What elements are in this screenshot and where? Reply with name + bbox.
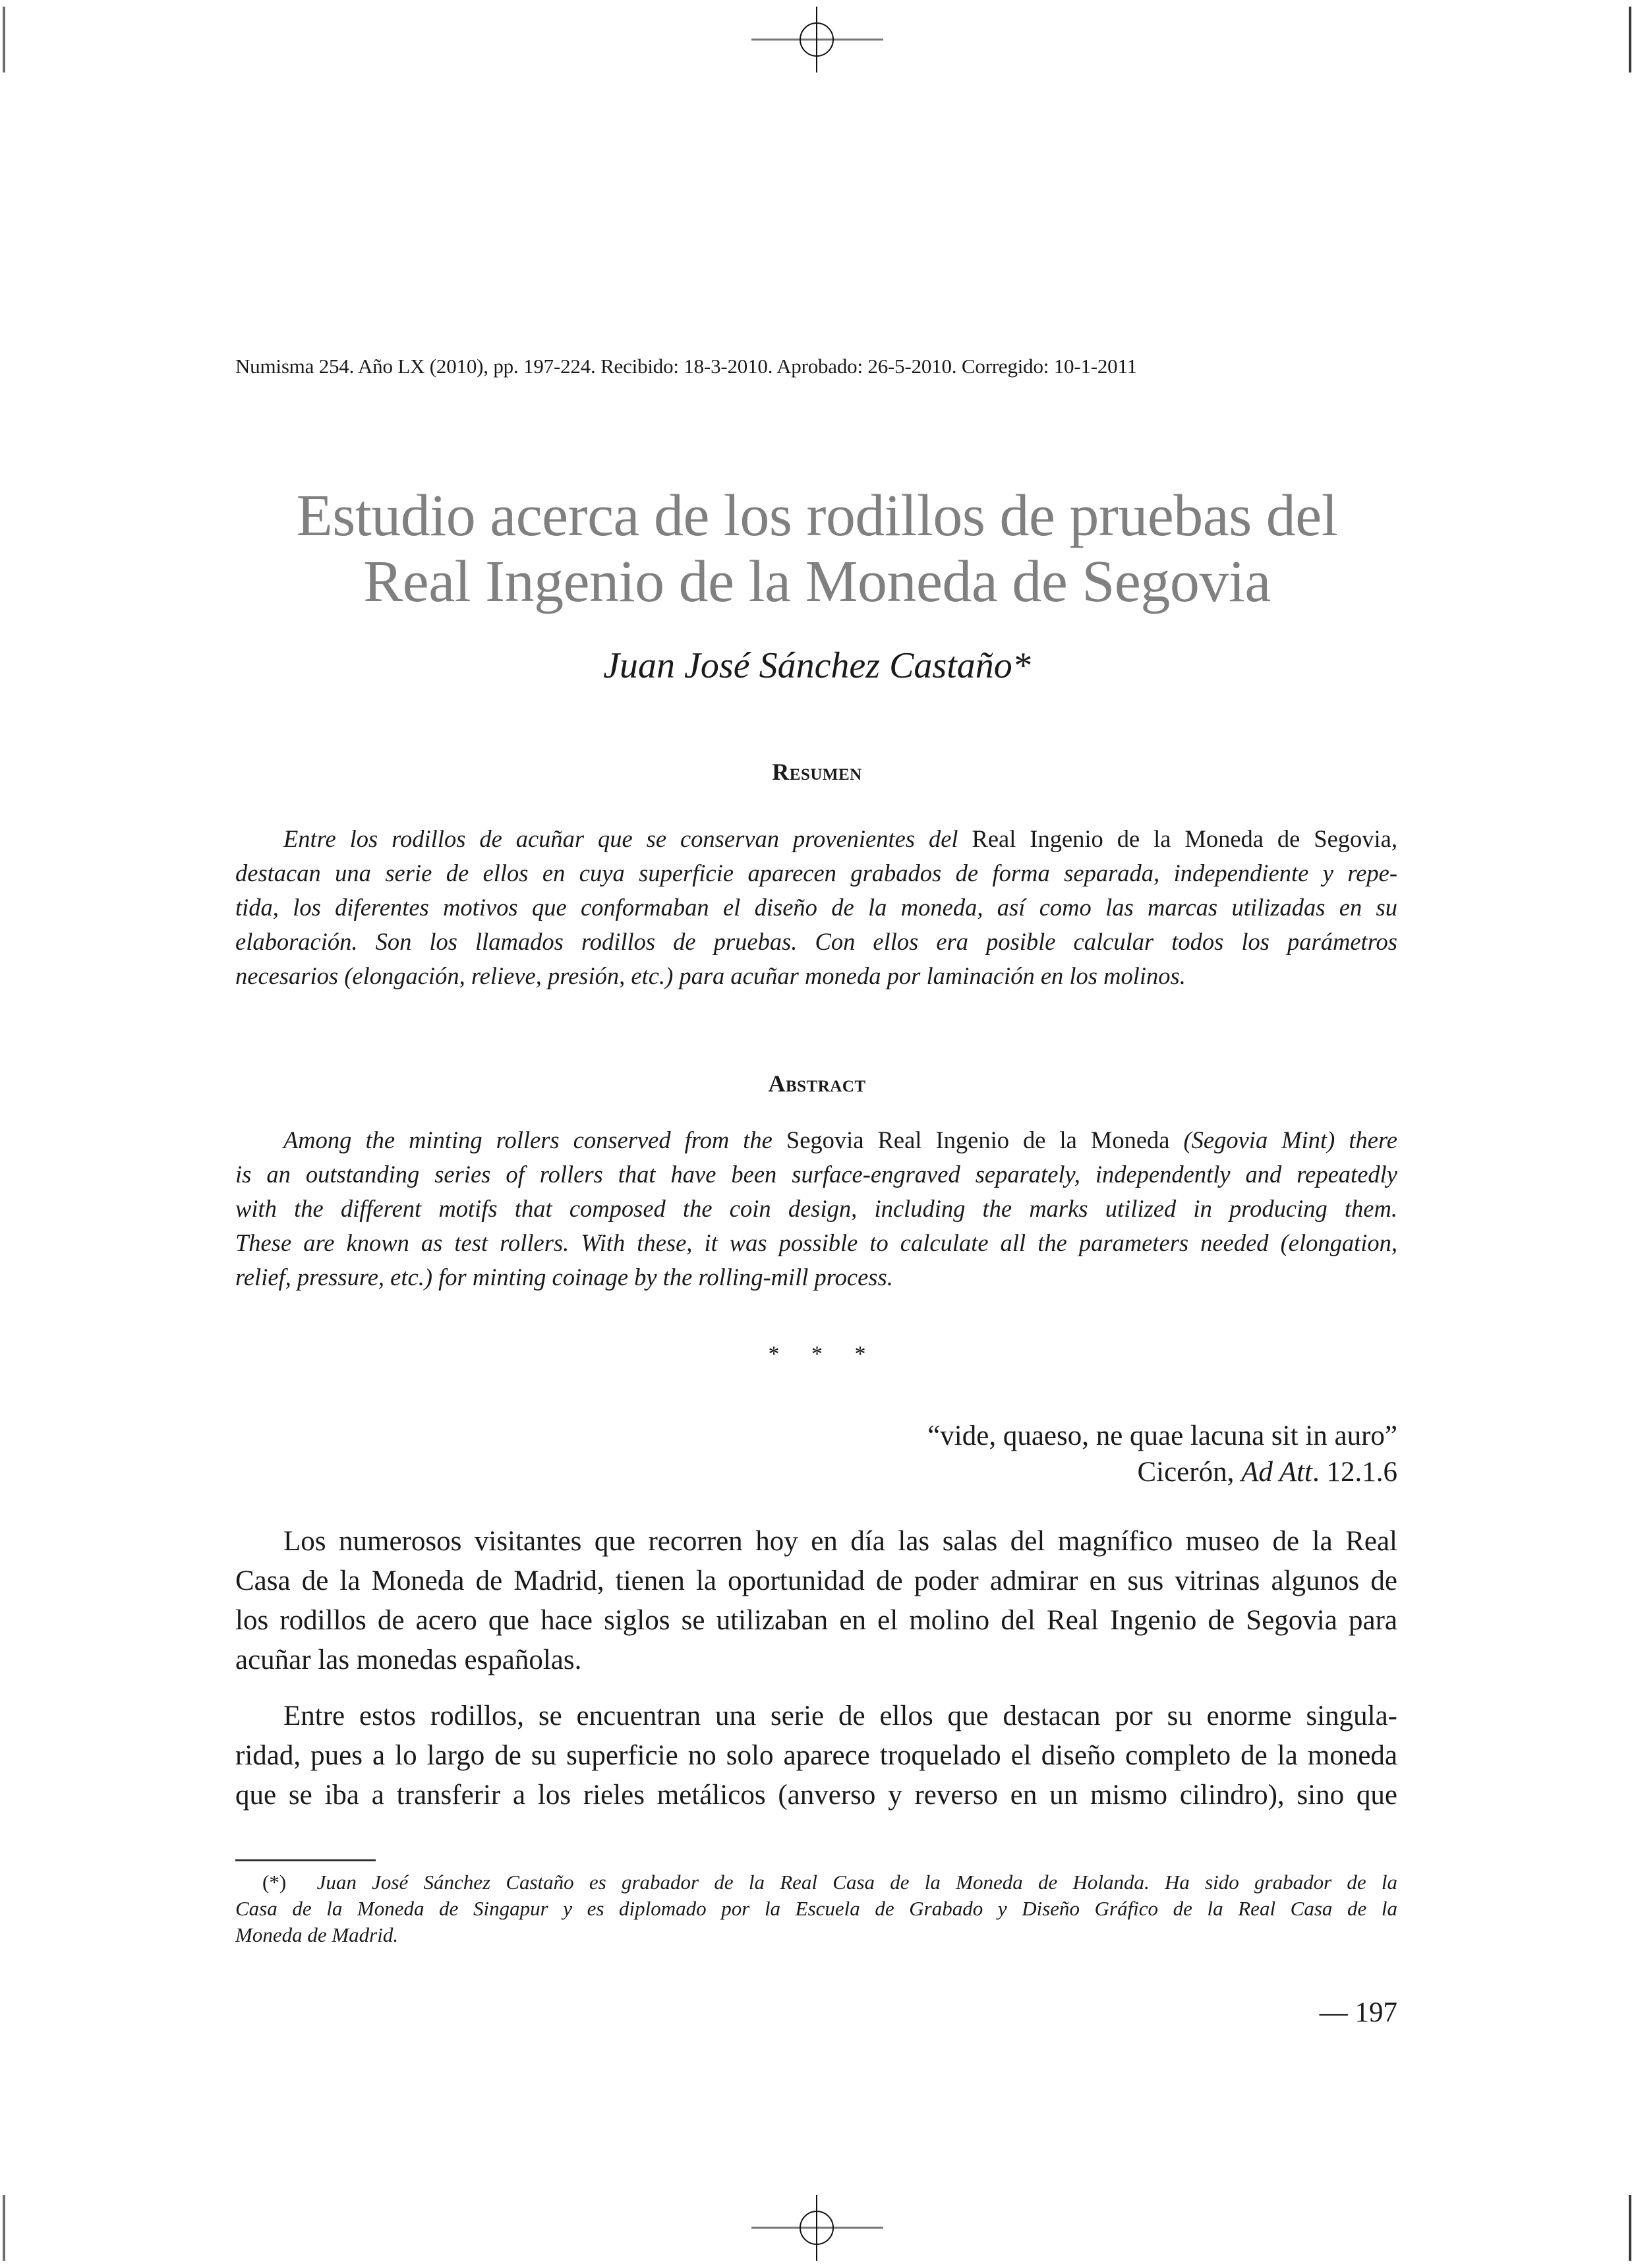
crop-mark-top-right (1629, 7, 1631, 73)
body-line: acuñar las monedas españolas. (235, 1644, 582, 1675)
epigraph-quote: “vide, quaeso, ne quae lacuna sit in auro” (927, 1420, 1397, 1451)
body-line: Entre estos rodillos, se encuentran una serie de ellos que destacan por su enorme singula- (283, 1701, 1397, 1731)
resumen-line: Entre los rodillos de acuñar que se conservan provenientes del Real Ingenio de la Moneda de Segovia, (283, 825, 1397, 852)
body-line: los rodillos de acero que hace siglos se utilizaban en el molino del Real Ingenio de Segovia para (235, 1605, 1397, 1636)
footnote-rule (235, 1859, 376, 1861)
resumen-line: elaboración. Son los llamados rodillos de pruebas. Con ellos era posible calcular todos los parámetros (235, 928, 1397, 955)
section-separator: * * * (768, 1342, 866, 1366)
crop-mark-top-left (3, 7, 5, 73)
footnote-line: (*) Juan José Sánchez Castaño es grabador de la Real Casa de la Moneda de Holanda. Ha sido grabador de la (262, 1871, 1397, 1894)
article-title-line-2: Real Ingenio de la Moneda de Segovia (363, 549, 1271, 614)
body-line: ridad, pues a lo largo de su superficie no solo aparece troquelado el diseño completo de la moneda (235, 1740, 1397, 1771)
crop-mark-bottom-left (3, 2195, 5, 2261)
body-line: Los numerosos visitantes que recorren hoy en día las salas del magnífico museo de la Real (283, 1526, 1397, 1557)
footnote-line: Moneda de Madrid. (235, 1923, 399, 1946)
resumen-line: necesarios (elongación, relieve, presión, etc.) para acuñar moneda por laminación en los molinos. (235, 962, 1186, 989)
body-line: que se iba a transferir a los rieles metálicos (anverso y reverso en un mismo cilindro), sino que (235, 1780, 1397, 1811)
author-name: Juan José Sánchez Castaño* (603, 645, 1031, 686)
crop-mark-bottom-right (1629, 2195, 1631, 2261)
abstract-heading: Abstract (768, 1070, 866, 1097)
footnote-marker: (*) (262, 1871, 287, 1894)
resumen-heading: Resumen (772, 759, 862, 785)
body-line: Casa de la Moneda de Madrid, tienen la oportunidad de poder admirar en sus vitrinas algunos de (235, 1565, 1397, 1596)
abstract-line: with the different motifs that composed the coin design, including the marks utilized in producing them. (235, 1195, 1397, 1222)
resumen-line: destacan una serie de ellos en cuya superficie aparecen grabados de forma separada, independiente y repe- (235, 859, 1397, 887)
abstract-line: is an outstanding series of rollers that have been surface-engraved separately, independently and repeatedly (235, 1161, 1397, 1188)
page-number: — 197 (1319, 1997, 1397, 2028)
registration-mark-top-icon (748, 3, 887, 76)
resumen-line: tida, los diferentes motivos que conformaban el diseño de la moneda, así como las marcas utilizadas en su (235, 894, 1397, 921)
article-title-line-1: Estudio acerca de los rodillos de pruebas del (296, 483, 1338, 548)
registration-mark-bottom-icon (748, 2192, 887, 2264)
epigraph-source: Cicerón, Ad Att. 12.1.6 (1137, 1457, 1397, 1488)
abstract-line: relief, pressure, etc.) for minting coinage by the rolling-mill process. (235, 1264, 893, 1291)
abstract-line: Among the minting rollers conserved from the Segovia Real Ingenio de la Moneda (Segovia Mint) there (283, 1126, 1398, 1153)
journal-citation: Numisma 254. Año LX (2010), pp. 197-224. Recibido: 18-3-2010. Aprobado: 26-5-2010. Corregido: 10-1-2011 (235, 355, 1137, 378)
footnote-line: Casa de la Moneda de Singapur y es diplomado por la Escuela de Grabado y Diseño Gráfico de la Real Casa de la (235, 1897, 1397, 1920)
abstract-line: These are known as test rollers. With these, it was possible to calculate all the parameters needed (elongation, (235, 1229, 1397, 1256)
